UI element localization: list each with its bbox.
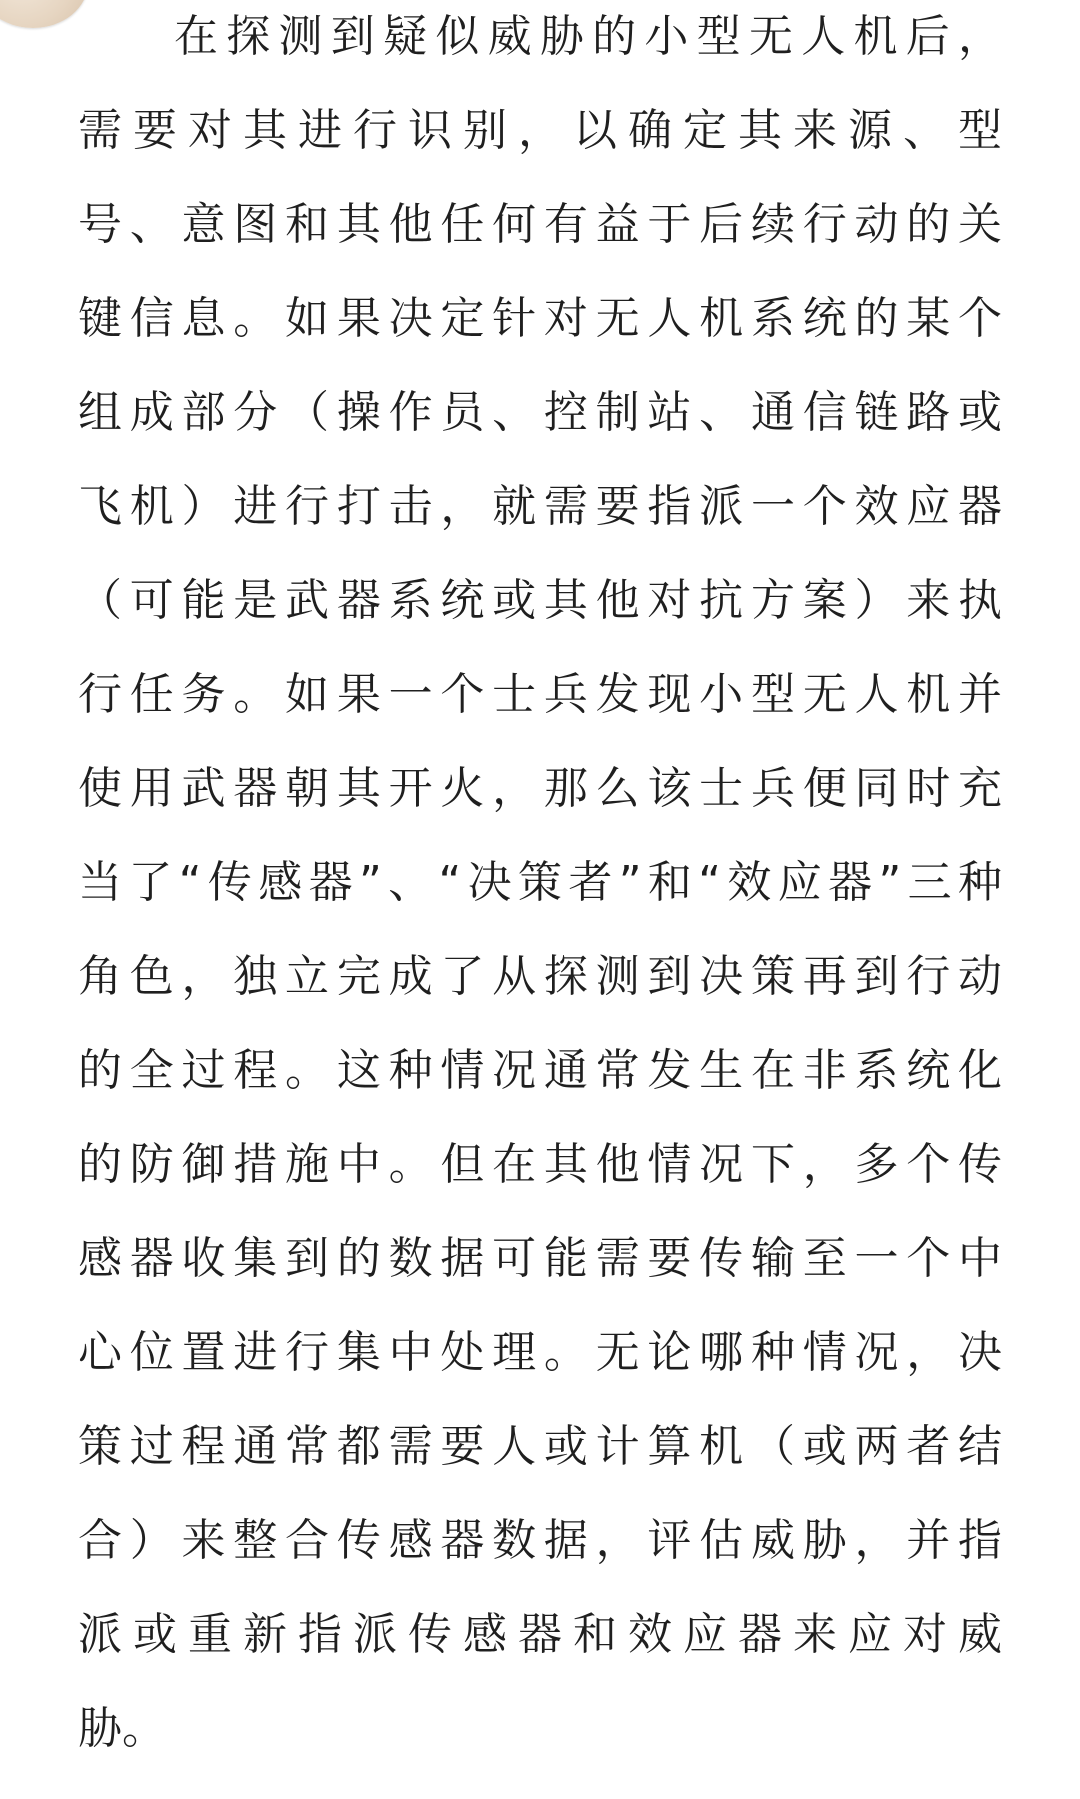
paragraph-line: 组成部分（操作员、控制站、通信链路或	[78, 387, 1002, 438]
paragraph-line: 当了“传感器”、“决策者”和“效应器”三种	[78, 857, 1002, 908]
paragraph-line: 合）来整合传感器数据，评估威胁，并指	[78, 1515, 1002, 1566]
paragraph-line: 心位置进行集中处理。无论哪种情况，决	[78, 1327, 1002, 1378]
paragraph-line: 的全过程。这种情况通常发生在非系统化	[78, 1045, 1002, 1096]
paragraph-line: 需要对其进行识别，以确定其来源、型	[78, 105, 1002, 156]
paragraph-line: 行任务。如果一个士兵发现小型无人机并	[78, 669, 1002, 720]
paragraph-line: 键信息。如果决定针对无人机系统的某个	[78, 293, 1002, 344]
paragraph-line: （可能是武器系统或其他对抗方案）来执	[78, 575, 1002, 626]
paragraph-line: 的防御措施中。但在其他情况下，多个传	[78, 1139, 1002, 1190]
paragraph-line: 飞机）进行打击，就需要指派一个效应器	[78, 481, 1002, 532]
paragraph-line: 感器收集到的数据可能需要传输至一个中	[78, 1233, 1002, 1284]
paragraph-line: 在探测到疑似威胁的小型无人机后，	[174, 11, 1002, 62]
paragraph-line: 胁。	[78, 1703, 166, 1754]
paragraph-line: 策过程通常都需要人或计算机（或两者结	[78, 1421, 1002, 1472]
paragraph-line: 使用武器朝其开火，那么该士兵便同时充	[78, 763, 1002, 814]
paragraph-line: 号、意图和其他任何有益于后续行动的关	[78, 199, 1002, 250]
paragraph-line: 角色，独立完成了从探测到决策再到行动	[78, 951, 1002, 1002]
paragraph-line: 派或重新指派传感器和效应器来应对威	[78, 1609, 1002, 1660]
avatar	[0, 0, 88, 28]
